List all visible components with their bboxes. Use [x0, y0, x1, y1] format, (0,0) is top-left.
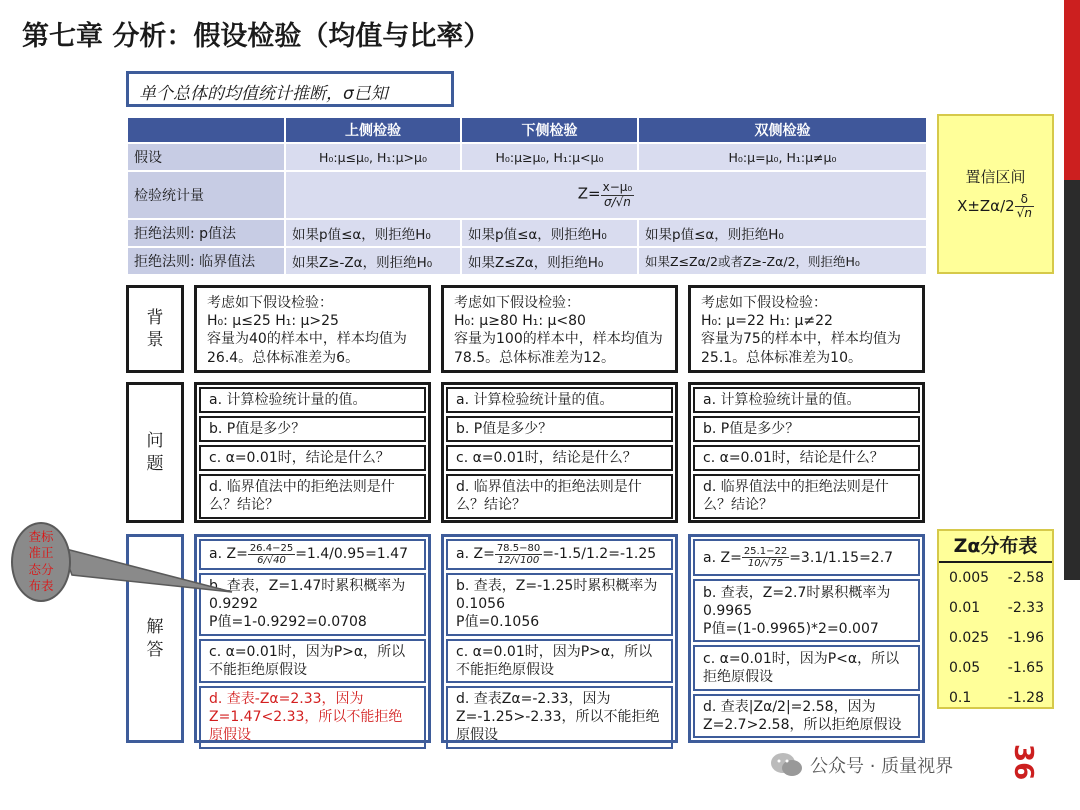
table-header-row	[127, 117, 927, 143]
z-table-row: 0.005 -2.58	[949, 570, 1044, 586]
z-table-row: 0.05 -1.65	[949, 660, 1044, 676]
answer-d: d. 查表Zα=-2.33，因为Z=-1.25>-2.33，所以不能拒绝原假设	[446, 686, 673, 749]
answer-a: a. Z= $\frac{26.4-25}{6/√40}$ =1.4/0.95=1.47	[199, 539, 426, 570]
answer-c: c. α=0.01时，因为P<α，所以拒绝原假设	[693, 645, 920, 690]
answer-c: c. α=0.01时，因为P>α，所以不能拒绝原假设	[199, 639, 426, 683]
table-row-pvalue: 拒绝法则: p值法 如果p值≤α，则拒绝H₀ 如果p值≤α，则拒绝H₀ 如果p值≤α，则拒绝H₀	[127, 219, 927, 247]
callout-lookup-table: 查标准正态分布表	[11, 522, 71, 602]
questions-case-2: a. 计算检验统计量的值。 b. P值是多少？ c. α=0.01时，结论是什么？ d. 临界值法中的拒绝法则是什么？结论？	[441, 382, 678, 523]
header-two-sided: 双侧检验	[638, 117, 927, 143]
header-upper: 上侧检验	[285, 117, 461, 143]
answer-b: b. 查表，Z=1.47时累积概率为0.9292 P值=1-0.9292=0.0708	[199, 573, 426, 636]
answer-b: b. 查表，Z=-1.25时累积概率为0.1056 P值=0.1056	[446, 573, 673, 636]
accent-bar-red	[1064, 0, 1080, 180]
header-empty	[127, 117, 285, 143]
label-background: 背景	[126, 285, 184, 373]
z-distribution-table: Zα分布表 0.005 -2.58 0.01 -2.33 0.025 -1.96 0.05 -1.65 0.1 -1.28	[937, 529, 1054, 709]
table-row-critical: 拒绝法则: 临界值法 如果Z≥-Zα，则拒绝H₀ 如果Z≤Zα，则拒绝H₀ 如果Z≤Zα/2或者Z≥-Zα/2，则拒绝H₀	[127, 247, 927, 275]
table-row-statistic: 检验统计量 Z= $\frac{\text{x−μ₀}}{\sigma/√n}$	[127, 171, 927, 219]
page-title: 第七章 分析：假设检验（均值与比率）	[22, 21, 491, 52]
answer-d: d. 查表-Zα=2.33，因为Z=1.47<2.33，所以不能拒绝原假设	[199, 686, 426, 749]
questions-case-3: a. 计算检验统计量的值。 b. P值是多少？ c. α=0.01时，结论是什么？ d. 临界值法中的拒绝法则是什么？结论？	[688, 382, 925, 523]
answer-c: c. α=0.01时，因为P>α，所以不能拒绝原假设	[446, 639, 673, 683]
confidence-interval-box: 置信区间 X±Zα/2 $\frac{\delta}{√n}$	[937, 114, 1054, 274]
section-subtitle: 单个总体的均值统计推断，σ已知	[126, 71, 454, 107]
background-case-3: 考虑如下假设检验： H₀: μ=22 H₁: μ≠22 容量为75的样本中，样本均值为25.1。总体标准差为10。	[688, 285, 925, 373]
answers-case-3	[688, 534, 925, 743]
table-row-hypothesis: 假设 H₀:μ≤μ₀, H₁:μ>μ₀ H₀:μ≥μ₀, H₁:μ<μ₀ H₀:μ=μ₀, H₁:μ≠μ₀	[127, 143, 927, 171]
questions-case-1: a. 计算检验统计量的值。 b. P值是多少？ c. α=0.01时，结论是什么？ d. 临界值法中的拒绝法则是什么？结论？	[194, 382, 431, 523]
answers-case-2	[441, 534, 678, 743]
accent-bar-dark	[1064, 180, 1080, 580]
label-answers: 解答	[126, 534, 184, 743]
z-table-row: 0.01 -2.33	[949, 600, 1044, 616]
z-table-row: 0.025 -1.96	[949, 630, 1044, 646]
z-table-row: 0.1 -1.28	[949, 690, 1044, 706]
wechat-icon	[770, 752, 804, 778]
watermark: 公众号 · 质量视界	[770, 752, 953, 778]
background-case-1: 考虑如下假设检验： H₀: μ≤25 H₁: μ>25 容量为40的样本中，样本均值为26.4。总体标准差为6。	[194, 285, 431, 373]
confidence-interval-formula: X±Zα/2 $\frac{\delta}{√n}$	[957, 192, 1032, 221]
answer-a: a. Z= $\frac{25.1-22}{10/√75}$ =3.1/1.15=2.7	[693, 539, 920, 576]
label-questions: 问题	[126, 382, 184, 523]
page-number: 36	[1008, 744, 1038, 781]
answer-b: b. 查表，Z=2.7时累积概率为0.9965 P值=(1-0.9965)*2=0.007	[693, 579, 920, 642]
hypothesis-test-table	[126, 116, 928, 276]
answer-a: a. Z= $\frac{78.5-80}{12/√100}$ =-1.5/1.2=-1.25	[446, 539, 673, 570]
answer-d: d. 查表|Zα/2|=2.58，因为Z=2.7>2.58，所以拒绝原假设	[693, 694, 920, 738]
background-case-2: 考虑如下假设检验： H₀: μ≥80 H₁: μ<80 容量为100的样本中，样本均值为78.5。总体标准差为12。	[441, 285, 678, 373]
test-statistic-formula: Z= $\frac{\text{x−μ₀}}{\sigma/√n}$	[285, 171, 927, 219]
header-lower: 下侧检验	[461, 117, 638, 143]
